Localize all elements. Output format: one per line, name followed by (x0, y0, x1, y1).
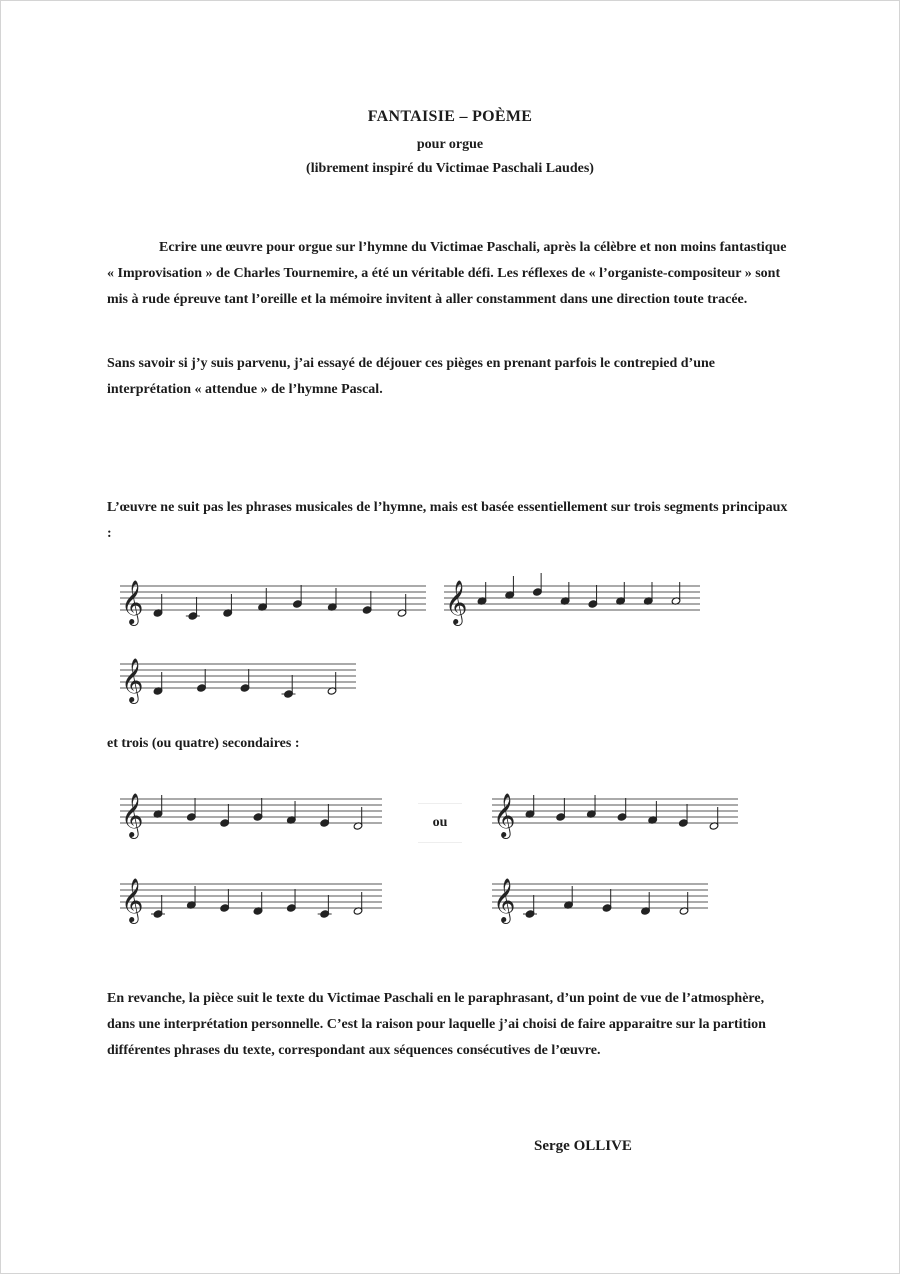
segments-intro: L’œuvre ne suit pas les phrases musicales de l’hymne, mais est basée essentiellement sur trois segments principaux : (107, 500, 788, 541)
note (362, 591, 372, 614)
primary-segment-staff-2 (442, 572, 702, 628)
inspiration-note: (librement inspiré du Victimae Paschali Laudes) (306, 161, 594, 176)
note (564, 886, 574, 909)
or-label: ou (418, 803, 462, 843)
note (240, 669, 250, 692)
note (679, 804, 689, 827)
note (525, 795, 535, 818)
page-subtitle: pour orgue (416, 137, 484, 152)
note (287, 801, 297, 824)
note (397, 594, 407, 617)
note (153, 795, 163, 818)
intro-paragraph: Ecrire une œuvre pour orgue sur l’hymne du Victimae Paschali, après la célèbre et non moins fantastique « Improvisation » de Charles Tournemire, a été un véritable défi. Les réflexes de « l’organiste-compositeur » sont mis à rude épreuve tant l’oreille et la mémoire invitent à aller constamment dans une direction toute tracée. (107, 240, 787, 307)
note (187, 798, 197, 821)
treble-clef-icon: 𝄞 (121, 793, 144, 837)
primary-segment-staff-3 (118, 650, 358, 706)
note (151, 895, 165, 918)
note (588, 585, 598, 608)
note (253, 798, 263, 821)
note (648, 801, 658, 824)
note (186, 597, 200, 620)
note (641, 892, 651, 915)
note (220, 804, 230, 827)
secondary-intro: et trois (ou quatre) secondaires : (107, 736, 300, 751)
note (293, 585, 303, 608)
note (328, 588, 338, 611)
note (320, 804, 330, 827)
page-title: FANTAISIE – POÈME (367, 108, 533, 125)
author-signature: Serge OLLIVE (534, 1138, 632, 1154)
note (318, 895, 332, 918)
second-paragraph: Sans savoir si j’y suis parvenu, j’ai essayé de déjouer ces pièges en prenant parfois le contrepied d’une interprétation « attendue » de l’hymne Pascal. (107, 356, 715, 397)
note (153, 672, 163, 695)
primary-segment-staff-1 (118, 572, 428, 628)
note (679, 892, 689, 915)
note (477, 582, 487, 605)
closing-paragraph: En revanche, la pièce suit le texte du Victimae Paschali en le paraphrasant, d’un point de vue de l’atmosphère, dans une interprétation personnelle. C’est la raison pour laquelle j’ai choisi de faire apparaitre sur la partition différentes phrases du texte, correspondant aux séquences consécutives de l’œuvre. (107, 991, 766, 1058)
note (523, 895, 537, 918)
note (602, 889, 612, 912)
secondary-segment-staff-2 (490, 785, 740, 841)
note (197, 669, 207, 692)
note (617, 798, 627, 821)
treble-clef-icon: 𝄞 (445, 580, 468, 624)
treble-clef-icon: 𝄞 (493, 793, 516, 837)
treble-clef-icon: 𝄞 (493, 878, 516, 922)
note (220, 889, 230, 912)
note (556, 798, 566, 821)
note (533, 573, 543, 596)
secondary-segment-staff-1 (118, 785, 384, 841)
note (258, 588, 268, 611)
treble-clef-icon: 𝄞 (121, 580, 144, 624)
treble-clef-icon: 𝄞 (121, 658, 144, 702)
note (671, 582, 681, 605)
note (253, 892, 263, 915)
note (287, 889, 297, 912)
note (353, 892, 363, 915)
note (587, 795, 597, 818)
note (616, 582, 626, 605)
note (353, 807, 363, 830)
note (223, 594, 233, 617)
note (282, 675, 296, 698)
note (505, 576, 515, 599)
note (187, 886, 197, 909)
note (327, 672, 337, 695)
secondary-segment-staff-3 (118, 870, 384, 926)
note (153, 594, 163, 617)
note (560, 582, 570, 605)
treble-clef-icon: 𝄞 (121, 878, 144, 922)
note (709, 807, 719, 830)
secondary-segment-staff-4 (490, 870, 710, 926)
note (644, 582, 654, 605)
